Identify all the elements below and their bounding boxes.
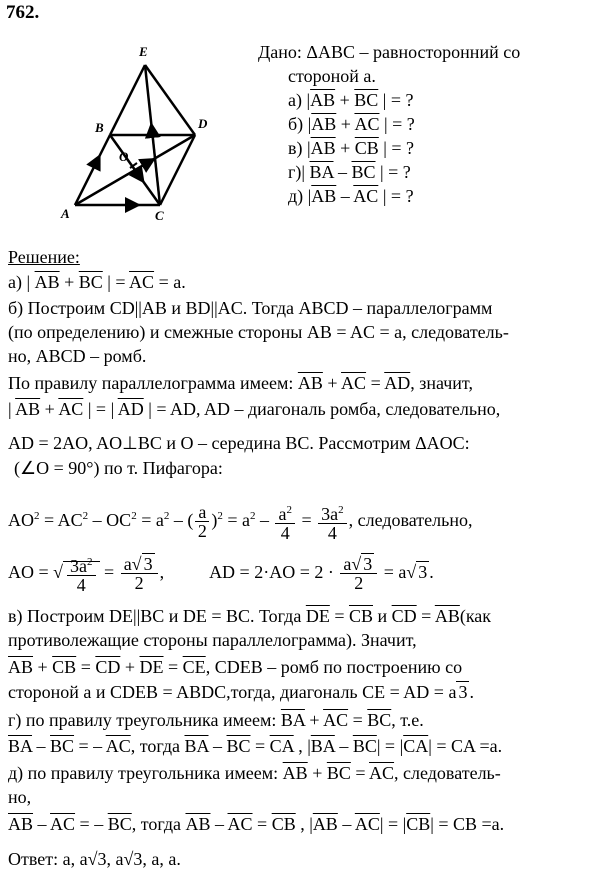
given-intro-1: Дано: ΔABC – равносторонний со [258, 42, 521, 62]
solution-b-2: (по определению) и смежные стороны AB = AC = a, следователь- [8, 322, 509, 342]
solution-b-6: AD = 2AO, AO⊥BC и O – середина BC. Рассмотрим ΔAOC: [8, 433, 470, 453]
solution-v-2: противолежащие стороны параллелограмма). Значит, [8, 630, 417, 650]
solution-b-1: б) Построим CD||AB и BD||AC. Тогда ABCD – параллелограмм [8, 298, 493, 318]
question-g: г)| $\overline{BA} - \overline{BC}$ | = ? [288, 162, 411, 182]
geometry-figure [55, 40, 235, 225]
solution-a: а) | $\overline{AB} + \overline{BC}$ | = $\overline{AC} = a$. [8, 272, 186, 292]
label-a: A [61, 206, 70, 221]
question-b: б) $|\overline{AB} + \overline{AC}$ | = ? [288, 114, 415, 134]
question-d: д) $|\overline{AB} - \overline{AC}$ | = ? [288, 186, 414, 206]
solution-d-1: д) по правилу треугольника имеем: $\overline{AB} + \overline{BC} = \overline{AC}$, следователь- [8, 763, 501, 783]
solution-ao-ad: AO = √ $\frac{3a^2}{4}$ = $\frac{a√ 3}{2}$ , AD = 2·AO = 2 · $\frac{a√ 3}{2}$ = a√ 3 . [8, 554, 434, 596]
answer: Ответ: a, a√3, a√3, a, a. [8, 849, 181, 869]
question-v: в) $|\overline{AB} + \overline{CB}$ | = ? [288, 138, 415, 158]
label-c: C [155, 208, 164, 223]
solution-d-3: $\overline{AB} - \overline{AC}$ = – $\overline{BC}$, тогда $\overline{AB} - \overline{AC} = \overline{CB}$ , $|\overline{AB} - \overline{AC}| = |\overline{CB}|$ = CB =a. [8, 814, 505, 834]
label-e: E [139, 44, 148, 59]
label-d: D [198, 116, 208, 131]
given-intro-2: стороной a. [288, 66, 376, 86]
solution-g-2: $\overline{BA} - \overline{BC}$ = – $\overline{AC}$, тогда $\overline{BA} - \overline{BC} = \overline{CA}$ , $|\overline{BA} - \overline{BC}| = |\overline{CA}|$ = CA =a. [8, 736, 503, 756]
edge-be [110, 65, 145, 135]
label-o: O [119, 149, 129, 164]
solution-v-1: в) Построим DE||BC и DE = BC. Тогда $\overline{DE} = \overline{CB}$ и $\overline{CD} = \overline{AB}(как$ [8, 606, 492, 626]
solution-b-4: По правилу параллелограмма имеем: $\overline{AB} + \overline{AC} = \overline{AD}$, значит, [8, 373, 473, 393]
solution-b-3: но, ABCD – ромб. [8, 346, 147, 366]
solution-v-3: $\overline{AB} + \overline{CB} = \overline{CD} + \overline{DE} = \overline{CE}$, CDEB – ромб по построению со [8, 657, 463, 677]
given-block [258, 40, 520, 208]
solution-d-2: но, [8, 787, 32, 807]
solution-heading: Решение: [8, 247, 80, 267]
solution-pythagoras: $AO^2 = AC^2 - OC^2 = a^2$ – ( $\frac{a}{2}$ )$^2 = a^2$ – $\frac{a^2}{4}$ = $\frac{3a^2}{4}$ , следовательно, [8, 502, 473, 544]
label-b: B [95, 120, 104, 135]
solution-b-7: (∠O = 90°) по т. Пифагора: [14, 458, 223, 478]
solution-g-1: г) по правилу треугольника имеем: $\overline{BA} + \overline{AC} = \overline{BC}$, т.е. [8, 710, 424, 730]
question-a: а) $|\overline{AB} + \overline{BC}$ | = ? [288, 90, 414, 110]
problem-number: 762. [6, 2, 40, 23]
solution-b-5: | $\overline{AB} + \overline{AC}$ | = | $\overline{AD}$ | = AD, AD – диагональ ромба, следовательно, [8, 399, 501, 419]
solution-v-4: стороной a и CDEB = ABDC,тогда, диагональ CE = AD = a 3 . [8, 682, 474, 702]
